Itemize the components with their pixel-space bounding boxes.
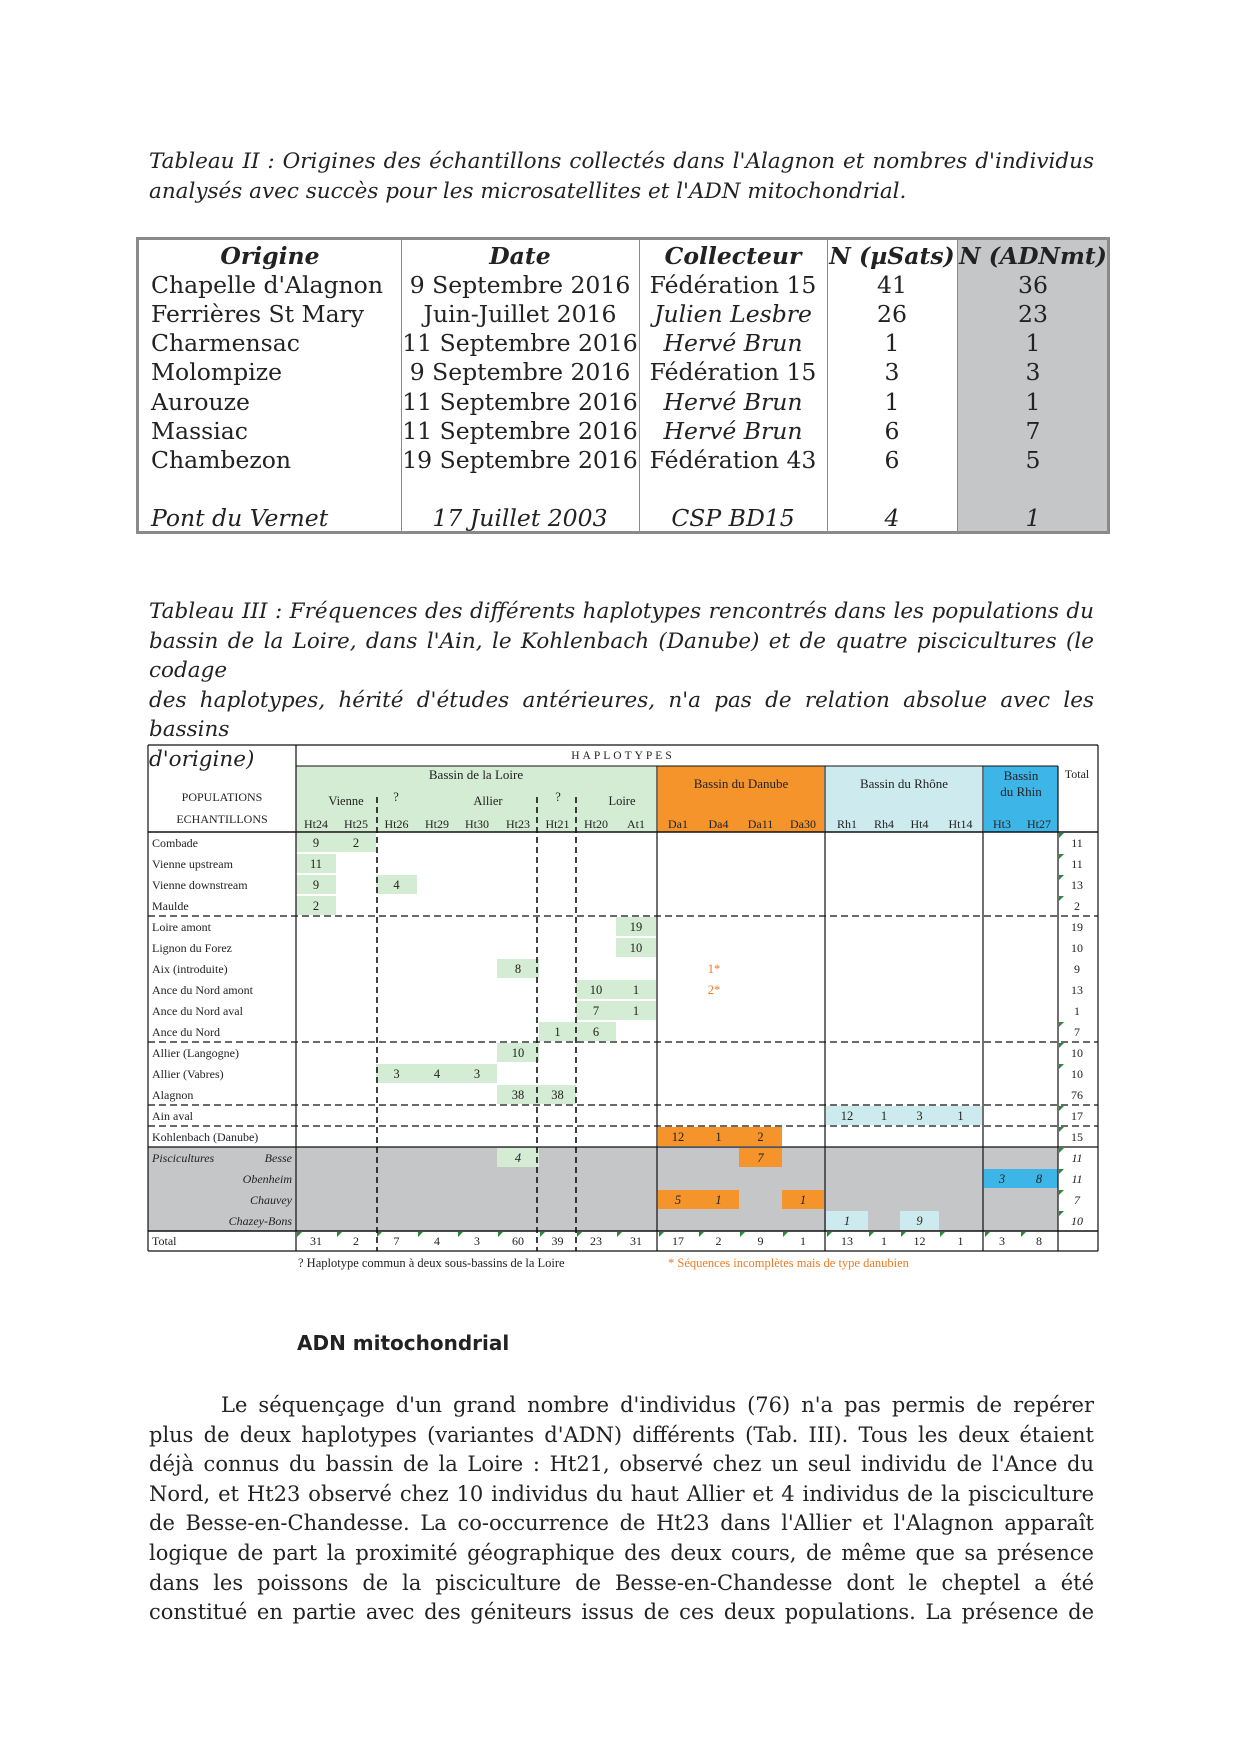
row-total: 13	[1071, 878, 1083, 892]
column-total: 12	[913, 1234, 926, 1248]
corner-marker	[1059, 854, 1064, 859]
paragraph-line: déjà connus du bassin de la Loire : Ht21, observé chez un seul individu de l'Ance du	[149, 1452, 1094, 1477]
column-total: 3	[474, 1234, 480, 1248]
haplotype-label: Ht25	[344, 817, 368, 831]
haplotype-label: Ht4	[910, 817, 929, 831]
table2-cell-collecteur: Fédération 43	[649, 446, 817, 474]
body-paragraph	[149, 1391, 1094, 1628]
table2-cell-n_usats: 41	[877, 271, 907, 299]
table2-cell-collecteur: Fédération 15	[649, 358, 817, 386]
table2-cell-collecteur: Hervé Brun	[663, 388, 803, 416]
table2-cell-origine: Massiac	[151, 417, 248, 445]
row-total: 11	[1071, 1151, 1083, 1165]
row-total: 1	[1074, 1004, 1080, 1018]
haplotype-count: 1	[715, 1130, 722, 1144]
column-total: 31	[310, 1234, 322, 1248]
population-name: Obenheim	[242, 1172, 292, 1186]
haplotype-label: Da30	[790, 817, 816, 831]
corner-marker	[985, 1232, 990, 1237]
table2-cell-n_usats: 1	[884, 329, 900, 357]
table2-cell-n_usats: 4	[884, 504, 900, 532]
table2-cell-n_usats: 3	[884, 358, 900, 386]
row-total: 15	[1071, 1130, 1083, 1144]
population-name: Kohlenbach (Danube)	[152, 1130, 259, 1144]
corner-marker	[1059, 1064, 1064, 1069]
corner-marker	[1059, 1190, 1064, 1195]
footnote-danubian: * Séquences incomplètes mais de type danubien	[668, 1256, 909, 1270]
haplotype-count: 9	[312, 878, 320, 892]
haplotype-count: 2	[352, 836, 360, 850]
haplotype-label: Ht24	[304, 817, 328, 831]
corner-marker	[540, 1232, 545, 1237]
haplotype-count: 2	[757, 1130, 764, 1144]
table2-cell-n_usats: 1	[884, 388, 900, 416]
danubian-incomplete-mark: 1*	[707, 962, 721, 976]
table2-cell-collecteur: Julien Lesbre	[654, 300, 812, 328]
column-total: 1	[800, 1234, 806, 1248]
haplotype-label: At1	[627, 817, 645, 831]
haplotype-label: Ht29	[425, 817, 449, 831]
haplotype-label: Ht21	[545, 817, 570, 831]
pisciculture-label: Piscicultures	[152, 1151, 215, 1165]
table2-cell-origine: Aurouze	[151, 388, 250, 416]
corner-marker	[1059, 1211, 1064, 1216]
populations-header: POPULATIONS	[181, 790, 263, 804]
subgroup-question: ?	[555, 790, 561, 804]
table2-cell-n_adnmt: 5	[1025, 446, 1041, 474]
column-total: 3	[999, 1234, 1005, 1248]
echantillons-header: ECHANTILLONS	[176, 812, 268, 826]
haplotype-count: 4	[433, 1067, 441, 1081]
haplotype-count: 3	[393, 1067, 400, 1081]
haplotype-count: 1	[880, 1109, 888, 1123]
haplotype-count: 1	[957, 1109, 964, 1123]
haplotype-count: 19	[629, 920, 643, 934]
column-total: 9	[757, 1234, 764, 1248]
corner-marker	[1059, 896, 1064, 901]
danubian-incomplete-mark: 2*	[707, 983, 721, 997]
corner-marker	[940, 1232, 945, 1237]
haplotype-count: 4	[514, 1151, 522, 1165]
corner-marker	[1059, 833, 1064, 838]
table2-cell-date: 9 Septembre 2016	[409, 358, 631, 386]
table2-cell-n_adnmt: 3	[1025, 358, 1041, 386]
corner-marker	[827, 1232, 832, 1237]
corner-marker	[1059, 1169, 1064, 1174]
column-total: 31	[630, 1234, 642, 1248]
population-name: Ain aval	[152, 1109, 193, 1123]
corner-marker	[337, 1232, 342, 1237]
corner-marker	[418, 1232, 423, 1237]
table3-caption-line1: Tableau III : Fréquences des différents haplotypes rencontrés dans les populations du	[149, 599, 1094, 624]
row-total: 10	[1071, 1067, 1083, 1081]
haplotype-count: 10	[511, 1046, 525, 1060]
table2-cell-date: 17 Juillet 2003	[432, 504, 608, 532]
table2-cell-collecteur: Hervé Brun	[663, 329, 803, 357]
row-total: 76	[1071, 1088, 1083, 1102]
table2-cell-n_usats: 6	[884, 417, 900, 445]
haplotype-label: Ht26	[384, 817, 409, 831]
population-name: Chazey-Bons	[228, 1214, 292, 1228]
haplotype-count: 12	[840, 1109, 854, 1123]
table2-caption-line1: Tableau II : Origines des échantillons collectés dans l'Alagnon et nombres d'individus	[149, 149, 1094, 174]
corner-marker	[869, 1232, 874, 1237]
population-name: Vienne downstream	[152, 878, 248, 892]
haplotype-count: 2	[312, 899, 320, 913]
haplotype-count: 1	[843, 1214, 851, 1228]
paragraph-line: Nord, et Ht23 observé chez 10 individus du haut Allier et 4 individus de la pisciculture	[149, 1481, 1094, 1506]
population-name: Alagnon	[152, 1088, 194, 1102]
haplotypes-title: HAPLOTYPES	[571, 750, 675, 762]
table2-cell-n_usats: 26	[877, 300, 907, 328]
table2-cell-date: 11 Septembre 2016	[402, 417, 638, 445]
table3	[148, 745, 1098, 1270]
table2-cell-collecteur: Hervé Brun	[663, 417, 803, 445]
basin-rhone-band	[826, 766, 982, 817]
table2-cell-n_adnmt: 23	[1018, 300, 1048, 328]
subgroup-allier: Allier	[473, 794, 503, 808]
table2-header-n_adnmt: N (ADNmt)	[959, 242, 1107, 270]
table2-cell-origine: Chambezon	[151, 446, 292, 474]
haplotype-count: 4	[393, 878, 400, 892]
table2-cell-date: 11 Septembre 2016	[402, 329, 638, 357]
corner-marker	[498, 1232, 503, 1237]
row-total: 13	[1071, 983, 1083, 997]
table2-header-origine: Origine	[220, 242, 320, 270]
corner-marker	[577, 1232, 582, 1237]
corner-marker	[1059, 1148, 1064, 1153]
table2-cell-n_adnmt: 1	[1025, 504, 1041, 532]
row-total: 10	[1071, 1046, 1083, 1060]
footnote-haplotype: ? Haplotype commun à deux sous-bassins de la Loire	[298, 1256, 565, 1270]
haplotype-count: 7	[592, 1004, 600, 1018]
row-total: 10	[1071, 1214, 1083, 1228]
column-total: 17	[672, 1234, 684, 1248]
subgroup-vienne: Vienne	[328, 794, 364, 808]
corner-marker	[1059, 875, 1064, 880]
paragraph-line: constitué en partie avec des géniteurs issus de ces deux populations. La présence de	[149, 1600, 1094, 1625]
haplotype-table-figure	[148, 745, 1098, 1270]
paragraph-line: Le séquençage d'un grand nombre d'individus (76) n'a pas permis de repérer	[221, 1393, 1094, 1417]
table2-header-collecteur: Collecteur	[664, 242, 802, 270]
haplotype-count: 10	[589, 983, 603, 997]
table2-cell-n_adnmt: 7	[1025, 417, 1041, 445]
column-total: 13	[841, 1234, 853, 1248]
table2-cell-date: 9 Septembre 2016	[409, 271, 631, 299]
haplotype-count: 38	[551, 1088, 564, 1102]
haplotype-label: Ht27	[1027, 817, 1051, 831]
column-total: 1	[881, 1234, 887, 1248]
column-total: 39	[551, 1234, 564, 1248]
table2-cell-collecteur: CSP BD15	[671, 504, 795, 532]
basin-danube-band	[658, 766, 824, 817]
table2-cell-date: Juin-Juillet 2016	[423, 300, 617, 328]
row-total: 10	[1071, 941, 1083, 955]
population-name: Vienne upstream	[152, 857, 233, 871]
haplotype-label: Ht23	[506, 817, 530, 831]
paragraph-line: de Besse-en-Chandesse. La co-occurrence de Ht23 dans l'Allier et l'Alagnon apparaît	[149, 1511, 1094, 1536]
table3-caption-line2: bassin de la Loire, dans l'Ain, le Kohlenbach (Danube) et de quatre piscicultures (le codage	[149, 628, 1094, 683]
population-name: Aix (introduite)	[152, 962, 228, 976]
haplotype-count: 3	[473, 1067, 481, 1081]
column-total: 7	[393, 1234, 400, 1248]
corner-marker	[1059, 1043, 1064, 1048]
paragraph-line: logique de part la proximité géographique des deux cours, de même que sa présence	[149, 1540, 1094, 1565]
haplotype-label: Rh1	[836, 817, 858, 831]
corner-marker	[901, 1232, 906, 1237]
table2-cell-n_usats: 6	[884, 446, 900, 474]
paragraph-line: dans les poissons de la pisciculture de Besse-en-Chandesse dont le cheptel a été	[149, 1570, 1094, 1595]
corner-marker	[740, 1232, 745, 1237]
haplotype-count: 1	[799, 1193, 807, 1207]
haplotype-count: 1	[715, 1193, 722, 1207]
haplotype-count: 5	[674, 1193, 682, 1207]
table2-cell-origine: Chapelle d'Alagnon	[151, 271, 383, 299]
haplotype-count: 3	[998, 1172, 1006, 1186]
haplotype-count: 11	[309, 857, 323, 871]
table2-header-n_usats: N (µSats)	[829, 242, 955, 270]
haplotype-label: Ht3	[993, 817, 1011, 831]
haplotype-label: Ht20	[584, 817, 608, 831]
corner-marker	[458, 1232, 463, 1237]
section-heading: ADN mitochondrial	[297, 1331, 510, 1355]
table2-cell-origine: Ferrières St Mary	[151, 300, 365, 328]
table2-cell-origine: Molompize	[151, 358, 283, 386]
population-name: Ance du Nord aval	[152, 1004, 243, 1018]
population-name: Besse	[264, 1151, 292, 1165]
row-total: 11	[1071, 836, 1083, 850]
table2-cell-n_adnmt: 36	[1018, 271, 1048, 299]
column-total: 4	[434, 1234, 440, 1248]
table2-header-date: Date	[489, 242, 551, 270]
corner-marker	[1059, 1022, 1064, 1027]
haplotype-label: Rh4	[873, 817, 895, 831]
basin-label-danube: Bassin du Danube	[693, 776, 789, 791]
paragraph-line: plus de deux haplotypes (variantes d'ADN) différents (Tab. III). Tous les deux étaient	[149, 1422, 1094, 1447]
corner-marker	[783, 1232, 788, 1237]
haplotype-count: 7	[757, 1151, 764, 1165]
population-name: Ance du Nord amont	[152, 983, 253, 997]
totals-label: Total	[152, 1234, 177, 1248]
column-total: 1	[957, 1234, 964, 1248]
column-total: 60	[512, 1234, 524, 1248]
corner-marker	[617, 1232, 622, 1237]
population-name: Allier (Vabres)	[152, 1067, 224, 1081]
basin-label-loire: Bassin de la Loire	[428, 767, 524, 782]
haplotype-count: 9	[916, 1214, 923, 1228]
population-name: Chauvey	[250, 1193, 292, 1207]
population-name: Lignon du Forez	[152, 941, 232, 955]
corner-marker	[699, 1232, 704, 1237]
row-total: 19	[1071, 920, 1083, 934]
haplotype-count: 1	[632, 1004, 640, 1018]
table2-cell-date: 11 Septembre 2016	[402, 388, 638, 416]
corner-marker	[1059, 1127, 1064, 1132]
column-total: 23	[590, 1234, 602, 1248]
population-name: Loire amont	[152, 920, 211, 934]
haplotype-count: 9	[312, 836, 320, 850]
basin-label-rhone: Bassin du Rhône	[859, 776, 949, 791]
haplotype-count: 38	[511, 1088, 525, 1102]
haplotype-count: 8	[1035, 1172, 1043, 1186]
population-name: Allier (Langogne)	[152, 1046, 239, 1060]
subgroup-question: ?	[393, 790, 399, 804]
row-total: 11	[1071, 857, 1083, 871]
haplotype-label: Da4	[708, 817, 729, 831]
population-name: Maulde	[152, 899, 189, 913]
haplotype-count: 1	[554, 1025, 561, 1039]
haplotype-label: Da11	[747, 817, 774, 831]
row-total: 11	[1071, 1172, 1083, 1186]
population-name: Combade	[152, 836, 198, 850]
haplotype-label: Ht30	[465, 817, 489, 831]
haplotype-count: 6	[592, 1025, 600, 1039]
table3-caption-line4: d'origine)	[149, 746, 255, 772]
column-total: 8	[1036, 1234, 1042, 1248]
haplotype-count: 3	[916, 1109, 923, 1123]
table2-cell-origine: Charmensac	[151, 329, 300, 357]
row-total: 7	[1074, 1025, 1080, 1039]
column-total: 2	[715, 1234, 722, 1248]
population-name: Ance du Nord	[152, 1025, 220, 1039]
haplotype-label: Da1	[668, 817, 688, 831]
table2-cell-collecteur: Fédération 15	[649, 271, 817, 299]
basin-label-rhin: Bassin du Rhin	[1000, 768, 1042, 799]
haplotype-count: 1	[632, 983, 640, 997]
haplotype-count: 8	[514, 962, 522, 976]
table2-caption-line2: analysés avec succès pour les microsatellites et l'ADN mitochondrial.	[149, 178, 907, 204]
haplotype-count: 10	[629, 941, 643, 955]
table2-cell-date: 19 Septembre 2016	[402, 446, 638, 474]
total-header: Total	[1064, 767, 1090, 781]
haplotype-label: Ht14	[948, 817, 973, 831]
row-total: 2	[1074, 899, 1080, 913]
corner-marker	[1021, 1232, 1026, 1237]
subgroup-loire: Loire	[608, 794, 636, 808]
column-total: 2	[353, 1234, 359, 1248]
table2-cell-n_adnmt: 1	[1025, 329, 1041, 357]
row-total: 17	[1071, 1109, 1083, 1123]
haplotype-count: 12	[671, 1130, 685, 1144]
row-total: 7	[1074, 1193, 1080, 1207]
corner-marker	[1059, 1106, 1064, 1111]
table3-caption-line3: des haplotypes, hérité d'études antérieures, n'a pas de relation absolue avec les bassins	[149, 687, 1094, 742]
row-total: 9	[1074, 962, 1080, 976]
corner-marker	[297, 1232, 302, 1237]
table2-caption	[149, 147, 1094, 206]
corner-marker	[659, 1232, 664, 1237]
table2	[136, 237, 1110, 534]
table2-cell-origine: Pont du Vernet	[151, 504, 329, 532]
table2-cell-n_adnmt: 1	[1025, 388, 1041, 416]
